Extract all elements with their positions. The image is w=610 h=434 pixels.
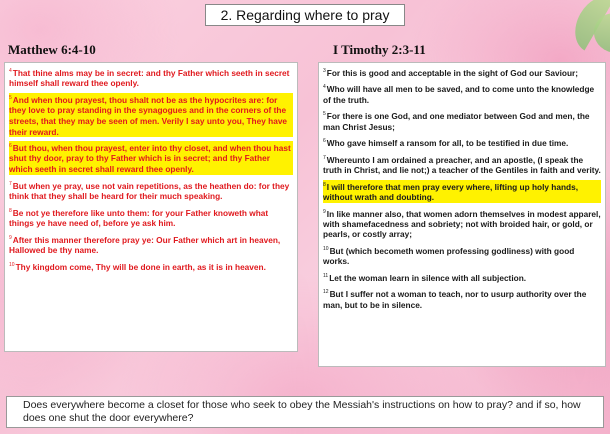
verse-item xyxy=(323,207,601,241)
verse-item xyxy=(9,93,293,137)
verse-number: 5 xyxy=(9,94,12,101)
verse-item xyxy=(323,66,601,78)
verse-number: 6 xyxy=(323,138,326,145)
verse-item xyxy=(9,179,293,202)
verse-number: 9 xyxy=(9,234,12,241)
verse-number: 11 xyxy=(323,273,329,280)
verse-number: 8 xyxy=(9,207,12,214)
verse-number: 8 xyxy=(323,181,326,188)
left-heading: Matthew 6:4-10 xyxy=(8,42,96,57)
verse-text: In like manner also, that women adorn themselves in modest apparel, with shamefacedness and sobriety; not with broided hair, or gold, or pearls, or costly array; xyxy=(323,208,601,240)
verse-text: That thine alms may be in secret: and thy Father which seeth in secret himself shall reward thee openly. xyxy=(9,67,290,89)
verse-text: But I suffer not a woman to teach, nor to usurp authority over the man, but to be in silence. xyxy=(323,289,587,310)
verse-item xyxy=(323,271,601,283)
verse-text: After this manner therefore pray ye: Our Father which art in heaven, Hallowed be thy name. xyxy=(9,234,281,255)
verse-item xyxy=(323,109,601,132)
verse-text: Be not ye therefore like unto them: for your Father knoweth what things ye have need of, before ye ask him. xyxy=(9,207,269,228)
discussion-question: Does everywhere become a closet for those who seek to obey the Messiah's instructions on how to pray? and if so, how does one shut the door everywhere? xyxy=(6,396,604,428)
verse-item xyxy=(9,141,293,175)
verse-text: Who gave himself a ransom for all, to be testified in due time. xyxy=(326,138,569,149)
right-heading: I Timothy 2:3-11 xyxy=(333,42,426,57)
verse-number: 4 xyxy=(323,84,326,91)
verse-text: And when thou prayest, thou shalt not be as the hypocrites are: for they love to pray standing in the synagogues and in the corners of the streets, that they may be seen of men. Verily I say unto you, They have their reward. xyxy=(9,94,288,137)
verse-text: But (which becometh women professing godliness) with good works. xyxy=(323,245,575,267)
verse-item xyxy=(9,233,293,256)
page-title: 2. Regarding where to pray xyxy=(205,4,405,26)
right-verse-panel xyxy=(318,62,606,367)
verse-item xyxy=(323,180,601,203)
verse-number: 10 xyxy=(323,246,329,253)
verse-number: 7 xyxy=(9,180,12,187)
verse-number: 7 xyxy=(323,154,326,161)
verse-number: 3 xyxy=(323,68,326,74)
verse-item xyxy=(9,206,293,229)
verse-item xyxy=(9,66,293,89)
verse-item xyxy=(323,82,601,105)
left-verse-panel xyxy=(4,62,298,352)
verse-item xyxy=(323,287,601,310)
verse-text: But thou, when thou prayest, enter into thy closet, and when thou hast shut thy door, pray to thy Father which is in secret; and thy Father which seeth in secret shall reward thee openly. xyxy=(9,142,291,175)
verse-item xyxy=(9,260,293,272)
verse-text: But when ye pray, use not vain repetitions, as the heathen do: for they think that they shall be heard for their much speaking. xyxy=(9,180,290,201)
verse-text: Whereunto I am ordained a preacher, and an apostle, (I speak the truth in Christ, and lie not;) a teacher of the Gentiles in faith and verity. xyxy=(323,154,601,175)
verse-item xyxy=(323,153,601,176)
verse-text: Thy kingdom come, Thy will be done in earth, as it is in heaven. xyxy=(15,261,266,272)
verse-item xyxy=(323,136,601,148)
verse-number: 10 xyxy=(9,261,15,268)
verse-number: 6 xyxy=(9,143,12,150)
verse-item xyxy=(323,244,601,267)
verse-number: 12 xyxy=(323,289,329,296)
verse-number: 5 xyxy=(323,111,326,118)
verse-text: For there is one God, and one mediator between God and men, the man Christ Jesus; xyxy=(323,111,590,132)
verse-text: I will therefore that men pray every where, lifting up holy hands, without wrath and doubting. xyxy=(323,181,579,202)
verse-text: Let the woman learn in silence with all subjection. xyxy=(329,272,527,283)
verse-number: 4 xyxy=(9,68,12,74)
verse-text: Who will have all men to be saved, and to come unto the knowledge of the truth. xyxy=(323,84,595,105)
verse-number: 9 xyxy=(323,208,326,215)
verse-text: For this is good and acceptable in the sight of God our Saviour; xyxy=(326,67,579,78)
